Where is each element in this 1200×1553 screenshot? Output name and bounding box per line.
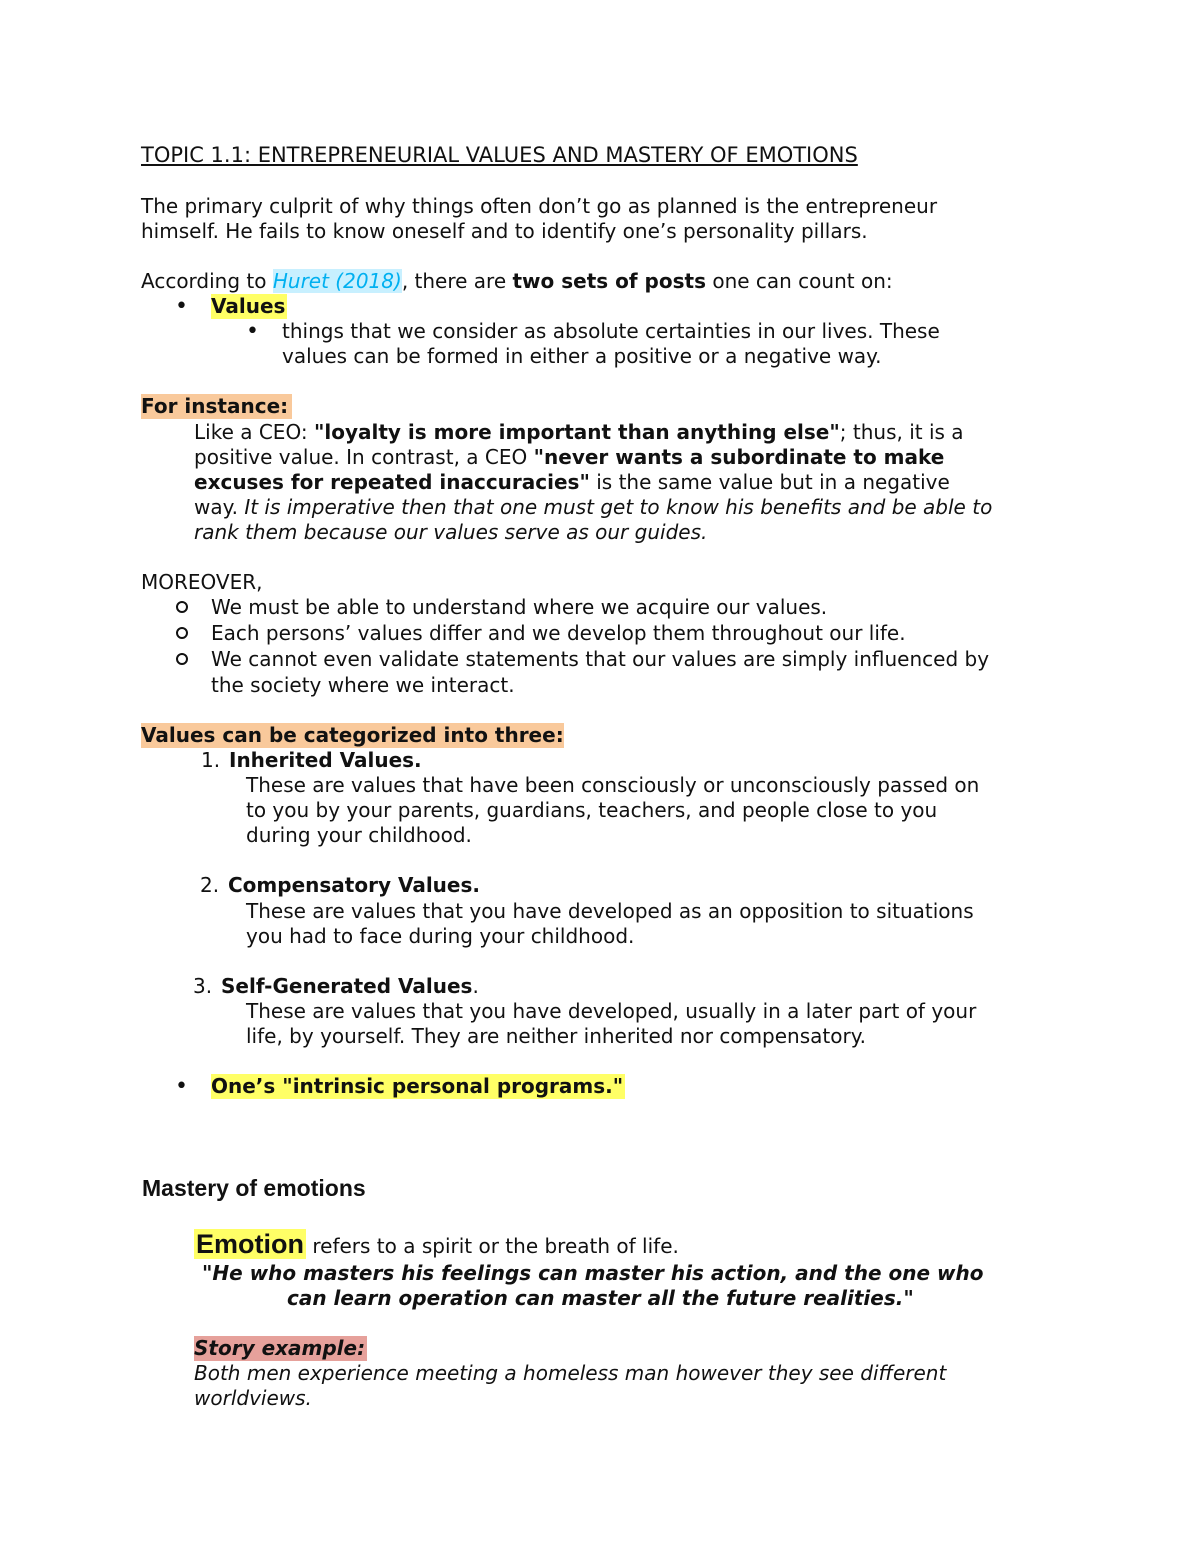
section-heading: Mastery of emotions <box>142 1175 366 1201</box>
category-line: life, by yourself. They are neither inherited nor compensatory. <box>246 1024 867 1048</box>
emotion-word: Emotion <box>196 1229 304 1259</box>
category-line: These are values that you have developed, usually in a later part of your <box>246 999 977 1023</box>
instance-quote: "never wants a subordinate to make <box>533 445 945 469</box>
category-line: These are values that you have developed as an opposition to situations <box>246 899 974 923</box>
instance-text: ; thus, it is a <box>839 420 964 444</box>
instance-text: is the same value but in a negative <box>589 470 950 494</box>
emotion-definition: refers to a spirit or the breath of life. <box>306 1234 679 1258</box>
page-title: TOPIC 1.1: ENTREPRENEURIAL VALUES AND MASTERY OF EMOTIONS <box>141 143 858 167</box>
instance-text: way. <box>194 495 245 519</box>
programs-label: One’s "intrinsic personal programs." <box>211 1074 624 1098</box>
instance-text: Like a CEO: <box>194 420 314 444</box>
category-title: Compensatory Values. <box>228 873 480 897</box>
instance-line-3 <box>194 470 950 495</box>
values-sub-line-1: things that we consider as absolute certainties in our lives. These <box>282 319 940 343</box>
moreover-item: We cannot even validate statements that our values are simply influenced by <box>211 647 990 671</box>
categories-heading: Values can be categorized into three: <box>141 723 564 747</box>
category-number: 2. <box>200 873 220 897</box>
bullet-icon: • <box>175 294 188 319</box>
moreover-item: We must be able to understand where we acquire our values. <box>211 595 828 619</box>
instance-text: positive value. In contrast, a CEO <box>194 445 534 469</box>
instance-line-1 <box>194 420 964 445</box>
citation-link[interactable]: Huret (2018) <box>272 269 402 293</box>
moreover-item-continued: the society where we interact. <box>211 673 515 697</box>
category-line: during your childhood. <box>246 823 472 847</box>
category-title-wrap <box>221 974 479 999</box>
story-heading: Story example: <box>194 1336 366 1360</box>
category-number: 1. <box>201 748 221 772</box>
instance-quote: "loyalty is more important than anything else" <box>313 420 840 444</box>
according-pre: According to <box>141 269 273 293</box>
category-title-suffix: . <box>472 974 479 998</box>
quote-line-2: can learn operation can master all the future realities." <box>287 1286 914 1310</box>
story-line-1: Both men experience meeting a homeless man however they see different <box>194 1361 947 1385</box>
circle-bullet-icon <box>176 627 188 639</box>
category-title: Self-Generated Values <box>221 974 473 998</box>
bullet-icon: • <box>175 1074 188 1099</box>
instance-heading: For instance: <box>141 394 292 419</box>
circle-bullet-icon <box>176 601 188 613</box>
category-number: 3. <box>193 974 213 998</box>
according-line <box>141 269 893 294</box>
story-line-2: worldviews. <box>194 1386 312 1410</box>
instance-line-5: rank them because our values serve as our guides. <box>194 520 708 544</box>
values-label: Values <box>211 294 286 318</box>
values-sub-line-2: values can be formed in either a positive or a negative way. <box>282 344 882 368</box>
circle-bullet-icon <box>176 653 188 665</box>
moreover-heading: MOREOVER, <box>141 570 263 594</box>
intro-line-1: The primary culprit of why things often don’t go as planned is the entrepreneur <box>141 194 938 218</box>
instance-italic: It is imperative then that one must get to know his benefits and be able to <box>244 495 993 519</box>
moreover-item: Each persons’ values differ and we develop them throughout our life. <box>211 621 906 645</box>
instance-line-4 <box>194 495 992 520</box>
category-line: These are values that have been consciously or unconsciously passed on <box>246 773 980 797</box>
intro-line-2: himself. He fails to know oneself and to identify one’s personality pillars. <box>141 219 868 243</box>
according-mid: , there are <box>401 269 513 293</box>
instance-quote: excuses for repeated inaccuracies" <box>194 470 590 494</box>
according-post: one can count on: <box>705 269 893 293</box>
according-bold: two sets of posts <box>512 269 706 293</box>
emotion-line <box>194 1227 679 1263</box>
category-line: to you by your parents, guardians, teachers, and people close to you <box>246 798 938 822</box>
category-line: you had to face during your childhood. <box>246 924 635 948</box>
instance-line-2 <box>194 445 944 470</box>
quote-line-1: "He who masters his feelings can master his action, and the one who <box>202 1261 984 1285</box>
category-title: Inherited Values. <box>229 748 422 772</box>
bullet-icon: • <box>246 319 259 344</box>
